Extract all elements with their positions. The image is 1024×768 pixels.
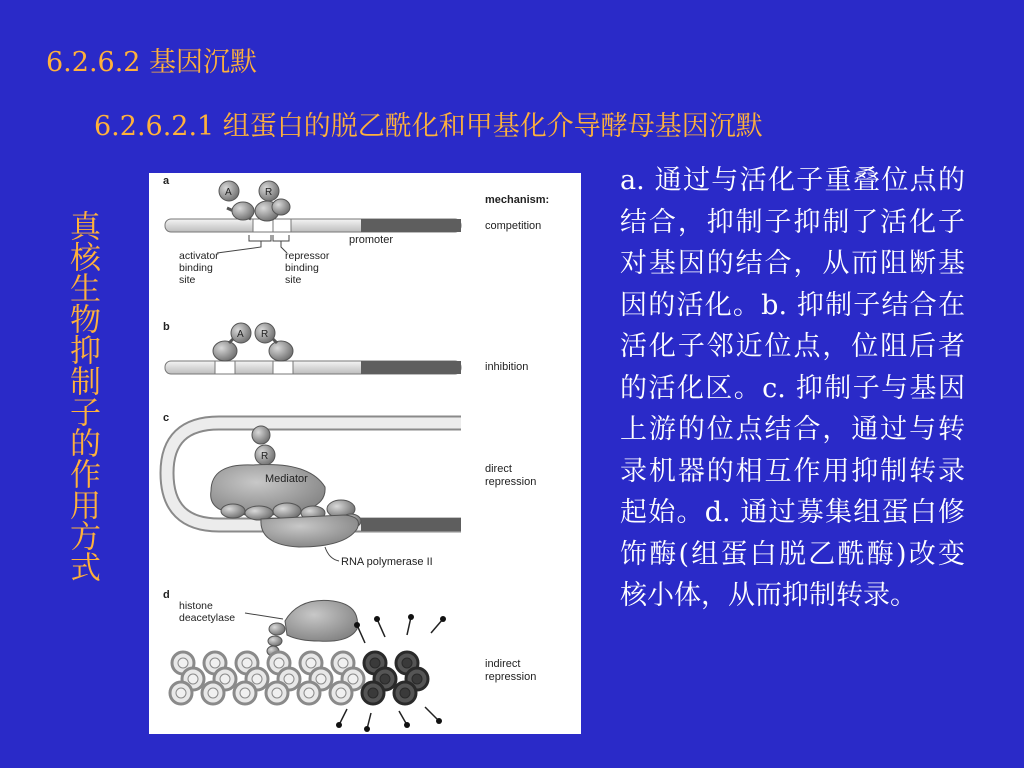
panel-b-dna (165, 361, 461, 374)
hdac-complex (285, 600, 358, 641)
mediator-label: Mediator (265, 473, 308, 485)
nucleosome-core (412, 674, 422, 684)
panel-b-mechanism: inhibition (485, 361, 529, 373)
activator-b-label: A (237, 329, 244, 340)
nucleosome-core (284, 674, 294, 684)
promoter-label: promoter (349, 234, 394, 246)
panel-d-mechanism: indirect repression (485, 658, 537, 683)
nucleosome-array (170, 652, 428, 704)
repressor-site-label: repressor binding site (285, 250, 330, 286)
nucleosome-core (316, 674, 326, 684)
hdac-label: histone deacetylase (179, 600, 236, 624)
arrow-head (374, 616, 380, 622)
panel-a-mechanism: competition (485, 220, 542, 232)
nucleosome-core (338, 658, 348, 668)
mechanism-header: mechanism: (485, 194, 550, 206)
panel-c-mechanism: direct repression (485, 463, 537, 488)
explanation-text: a. 通过与活化子重叠位点的结合，抑制子抑制了活化子对基因的结合，从而阻断基因的活化。b. 抑制子结合在活化子邻近位点，位阻后者的活化区。c. 抑制子与基因上游的位点结合，通过与转录机器的相互作用抑制转录起始。d. 通过募集组蛋白修饰酶(组蛋白脱乙酰酶)改变核小体，从而抑制转录。 (620, 165, 965, 611)
repressor-mechanism-figure (149, 173, 581, 734)
nucleosome-core (208, 688, 218, 698)
arrow-head (408, 614, 414, 620)
subsection-heading: 6.2.6.2.1 组蛋白的脱乙酰化和甲基化介导酵母基因沉默 (94, 111, 763, 142)
nucleosome-core (242, 658, 252, 668)
nucleosome-core (304, 688, 314, 698)
nucleosome-core (402, 658, 412, 668)
panel-d-letter: d (163, 589, 170, 601)
side-label: 真核生物抑制子的作用方式 (64, 210, 100, 582)
nucleosome-core (348, 674, 358, 684)
repressor-b-label: R (261, 329, 269, 340)
nucleosome-core (400, 688, 410, 698)
nucleosome-core (368, 688, 378, 698)
rna-pol-label: RNA polymerase II (341, 556, 433, 568)
nucleosome-core (370, 658, 380, 668)
figure-svg (149, 173, 581, 734)
nucleosome-core (188, 674, 198, 684)
arrow-head (404, 722, 410, 728)
nucleosome-core (220, 674, 230, 684)
panel-c-letter: c (163, 412, 170, 424)
panel-a-dna (165, 219, 461, 232)
nucleosome-core (380, 674, 390, 684)
nucleosome-core (336, 688, 346, 698)
nucleosome-core (252, 674, 262, 684)
panel-b-letter: b (163, 321, 170, 333)
repressor-a-label: R (265, 187, 273, 198)
nucleosome-core (176, 688, 186, 698)
nucleosome-core (272, 688, 282, 698)
activator-site-label: activator binding site (179, 250, 219, 286)
rna-polymerase (261, 515, 359, 547)
activator-a-label: A (225, 187, 232, 198)
section-heading: 6.2.6.2 基因沉默 (46, 47, 258, 78)
repressor-c-label: R (261, 451, 269, 462)
arrow-head (364, 726, 370, 732)
nucleosome-core (210, 658, 220, 668)
nucleosome-core (306, 658, 316, 668)
arrow-head (336, 722, 342, 728)
nucleosome-core (240, 688, 250, 698)
nucleosome-core (178, 658, 188, 668)
panel-a-letter: a (163, 175, 170, 187)
nucleosome-core (274, 658, 284, 668)
arrow-head (440, 616, 446, 622)
arrow-head (354, 622, 360, 628)
arrow-head (436, 718, 442, 724)
